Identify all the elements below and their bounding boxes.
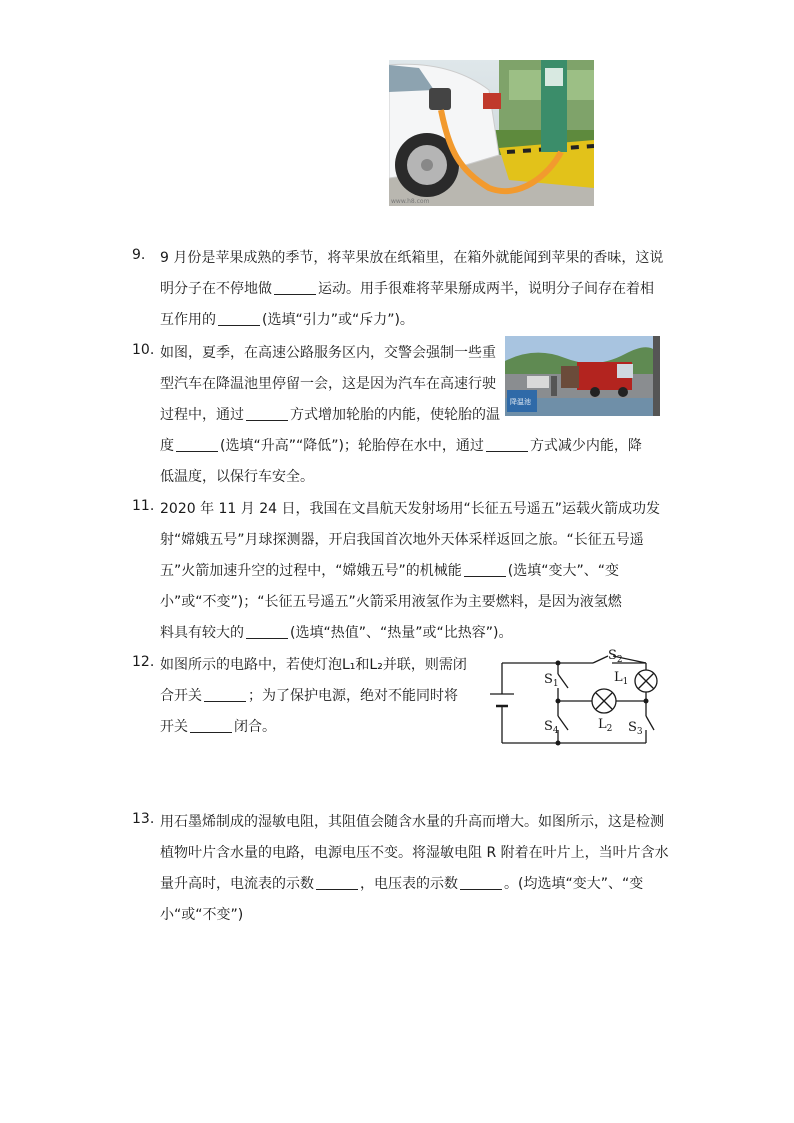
answer-blank[interactable] [316, 875, 358, 890]
question-line: 如图所示的电路中，若使灯泡L₁和L₂并联，则需闭 [160, 657, 467, 673]
question-number: 13. [132, 811, 155, 827]
label-s2: $S_2$ [608, 648, 623, 665]
truck-cooling-illustration [505, 336, 660, 416]
question-number: 12. [132, 654, 155, 670]
label-s3: $S_3$ [628, 720, 643, 737]
question-line: 度 (选填“升高”“降低”)；轮胎停在水中，通过 方式减少内能，降 [160, 438, 642, 454]
question-line: 过程中，通过 方式增加轮胎的内能，使轮胎的温 [160, 407, 500, 423]
car-charging-photo [389, 60, 594, 206]
label-s1: $S_1$ [544, 672, 559, 689]
question-line: 9 月份是苹果成熟的季节，将苹果放在纸箱里，在箱外就能闻到苹果的香味，这说 [160, 250, 664, 266]
question-line: 料具有较大的 (选填“热值”、“热量”或“比热容”)。 [160, 625, 513, 641]
question-line: 五”火箭加速升空的过程中，“嫦娥五号”的机械能 (选填“变大”、“变 [160, 563, 619, 579]
cooling-pool-sign: 降温池 [510, 398, 531, 406]
question-line: 开关 闭合。 [160, 719, 276, 735]
question-line: 2020 年 11 月 24 日，我国在文昌航天发射场用“长征五号遥五”运载火箭成功发 [160, 501, 661, 517]
question-line: 合开关 ；为了保护电源，绝对不能同时将 [160, 688, 458, 704]
answer-blank[interactable] [460, 875, 502, 890]
question-line: 植物叶片含水量的电路，电源电压不变。将湿敏电阻 R 附着在叶片上，当叶片含水 [160, 845, 669, 861]
question-number: 10. [132, 342, 155, 358]
question-line: 型汽车在降温池里停留一会，这是因为汽车在高速行驶 [160, 376, 496, 392]
answer-blank[interactable] [464, 562, 506, 577]
photo-watermark: www.h8.com [391, 198, 430, 205]
question-line: 小”或“不变”)；“长征五号遥五”火箭采用液氢作为主要燃料，是因为液氢燃 [160, 594, 622, 610]
answer-blank[interactable] [274, 280, 316, 295]
label-l1: $L_1$ [614, 670, 629, 687]
answer-blank[interactable] [176, 437, 218, 452]
question-line: 互作用的 (选填“引力”或“斥力”)。 [160, 312, 414, 328]
question-line: 明分子在不停地做 运动。用手很难将苹果掰成两半，说明分子间存在着相 [160, 281, 654, 297]
question-line: 用石墨烯制成的湿敏电阻，其阻值会随含水量的升高而增大。如图所示，这是检测 [160, 814, 664, 830]
car-charging-illustration [389, 60, 594, 206]
circuit-diagram [488, 648, 663, 750]
answer-blank[interactable] [246, 406, 288, 421]
question-line: 如图，夏季，在高速公路服务区内，交警会强制一些重 [160, 345, 496, 361]
question-number: 11. [132, 498, 155, 514]
label-s4: $S_4$ [544, 719, 559, 736]
truck-cooling-pool-photo [505, 336, 660, 416]
answer-blank[interactable] [204, 687, 246, 702]
question-number: 9. [132, 247, 146, 263]
answer-blank[interactable] [190, 718, 232, 733]
question-line: 量升高时，电流表的示数 ，电压表的示数 。(均选填“变大”、“变 [160, 876, 644, 892]
answer-blank[interactable] [218, 311, 260, 326]
question-line: 低温度，以保行车安全。 [160, 469, 314, 485]
answer-blank[interactable] [246, 624, 288, 639]
answer-blank[interactable] [486, 437, 528, 452]
label-l2: $L_2$ [598, 717, 613, 734]
question-line: 小“或“不变”) [160, 907, 244, 923]
question-line: 射“嫦娥五号”月球探测器，开启我国首次地外天体采样返回之旅。“长征五号遥 [160, 532, 644, 548]
